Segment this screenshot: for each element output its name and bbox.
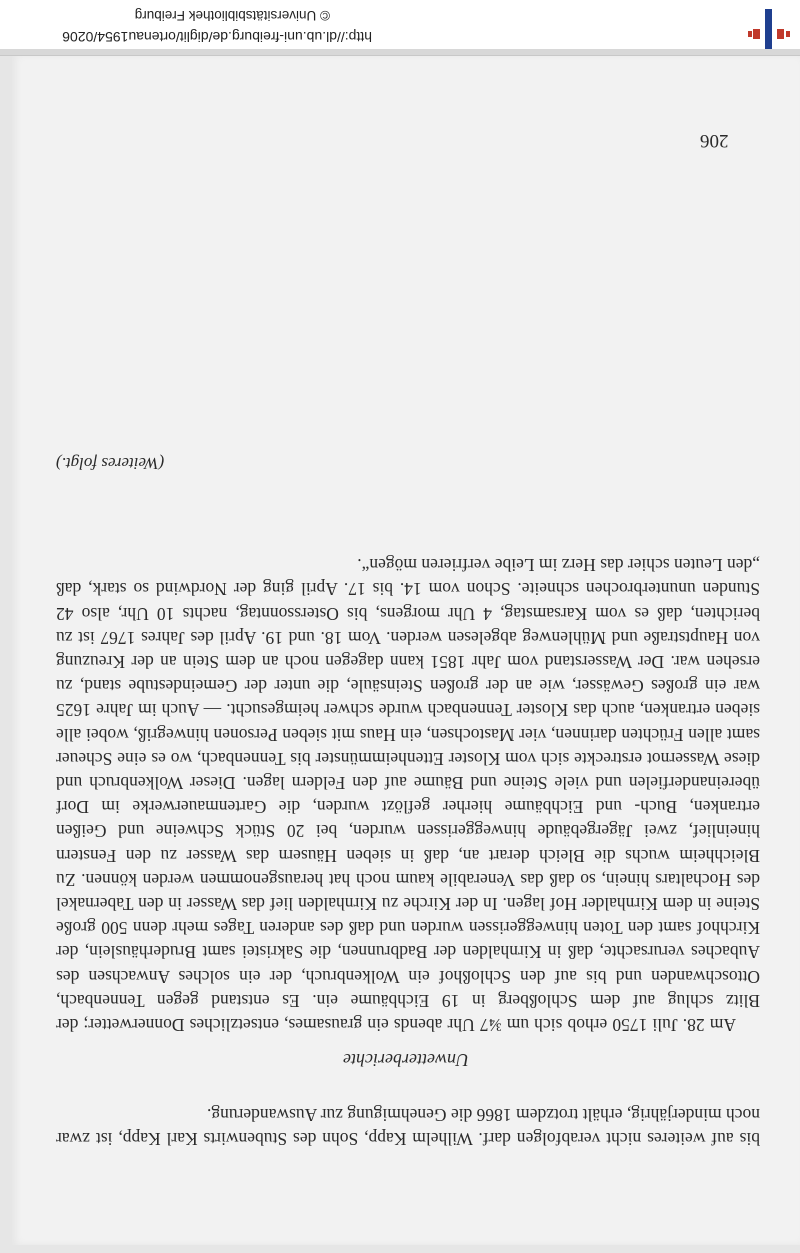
- footer-copyright: © Universitätsbibliothek Freiburg: [134, 8, 330, 23]
- intro-text-block: [56, 1103, 760, 1151]
- footer-bar: [0, 0, 800, 56]
- intro-paragraph: bis auf weiteres nicht verabfolgen darf. Wilhelm Kapp, Sohn des Stubenwirts Karl Kapp, ist zwar noch minderjährig, erhält trotzdem 1866 die Genehmigung zur Auswanderung.: [56, 1104, 760, 1149]
- main-paragraph: Am 28. Juli 1750 erhob sich um ¾7 Uhr abends ein grausames, entsetzliches Donnerwetter; der Blitz schlug auf dem Schloßberg in 19 Eichbäume ein. Es entstand gegen Tennenbach, Ottoschwanden und bis auf den Schloßhof ein Wolkenbruch, der ein solches Anwachsen des Aubaches verursachte, daß in Kirnhalden der Badbrunnen, die Sakristei samt Bruderhäuslein, der Kirchhof samt den Toten hinweggerissen wurden und daß des anderen Tages mehr denn 500 große Steine in dem Kirnhalder Hof lagen. In der Kirche zu Kirnhalden lief das Wasser in den Tabernakel des Hochaltars hinein, so daß das Venerabile kaum noch hat herausgenommen werden können. Zu Bleichheim wuchs die Bleich derart an, daß in sieben Häusern das Wasser zu den Fenstern hineinlief, zwei Jägergebäude hinweggerissen wurden, bei 20 Stück Schweine und Geißen ertranken, Buch- und Eichbäume hierher geflözt wurden, die Gartenmauerwerke im Dorf übereinanderfielen und viele Steine und Bäume auf den Feldern lagen. Dieser Wolkenbruch und diese Wassernot erstreckte sich vom Kloster Ettenheimmünster bis Tennenbach, wo es eine Scheuer samt allen Früchten darinnen, vier Mastochsen, ein Haus mit sieben Personen hinwegriß, wobei alle sieben ertranken, auch das Kloster Tennenbach wurde schwer heimgesucht. — Auch im Jahre 1625 war ein großes Gewässer, wie an der großen Steinsäule, die unter der Gemeindestube stand, zu ersehen war. Der Wasserstand vom Jahr 1851 kann dagegen noch an dem Stein an der Kreuzung von Hauptstraße und Mühlenweg abgelesen werden. Vom 18. und 19. April des Jahres 1767 ist zu berichten, daß es vom Karsamstag, 4 Uhr morgens, bis Osterssonntag, nachts 10 Uhr, also 42 Stunden ununterbrochen schneite. Schon vom 14. bis 17. April ging der Nordwind so stark, daß „den Leuten schier das Herz im Leibe verfrieren mögen“.: [56, 555, 760, 1035]
- continued-note: (Weiteres folgt.): [56, 454, 165, 473]
- footer-divider: [0, 49, 800, 55]
- footer-url-link[interactable]: http://dl.ub.uni-freiburg.de/diglit/ortenau1954/0206: [62, 29, 372, 45]
- main-text-block: [56, 553, 760, 1037]
- section-title: Unwetterberichte: [343, 1050, 469, 1070]
- page-number: 206: [700, 130, 729, 151]
- library-logo-icon: [748, 7, 790, 51]
- scanned-page: [12, 55, 800, 1245]
